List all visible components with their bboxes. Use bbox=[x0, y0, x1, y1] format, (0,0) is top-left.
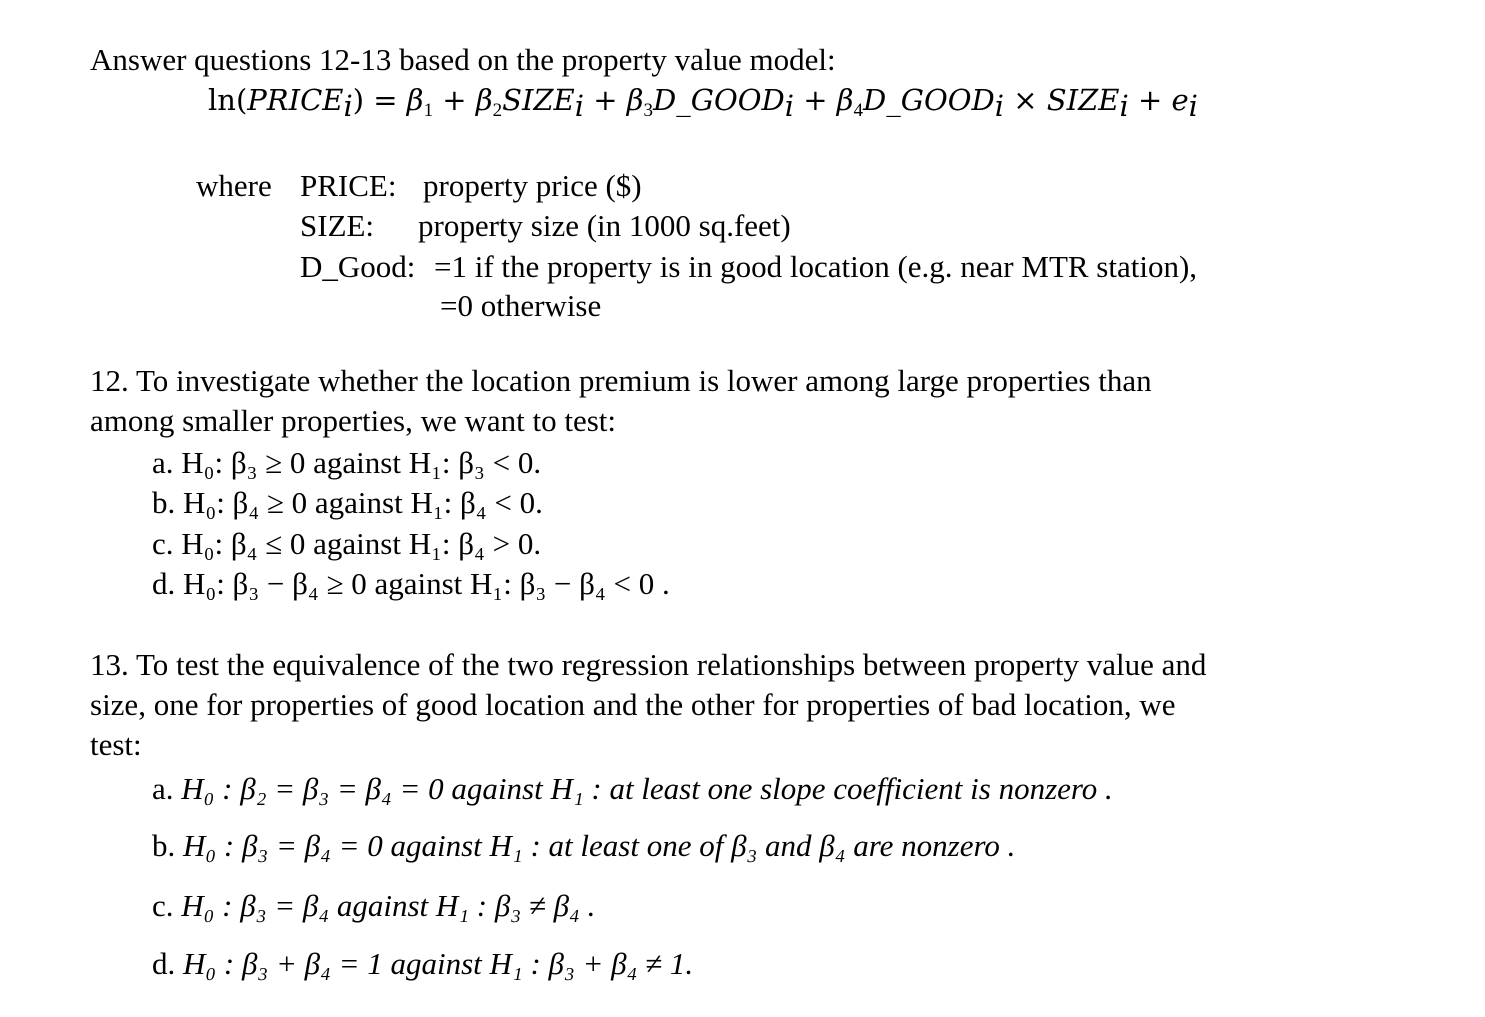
option-letter: b. bbox=[152, 828, 176, 863]
where-label: where bbox=[196, 168, 272, 203]
q13-option-b bbox=[152, 830, 1015, 861]
q12-option-c bbox=[152, 528, 541, 559]
size-term: SIZE: bbox=[300, 208, 375, 243]
dgood-description: =1 if the property is in good location (e.g. near MTR station), bbox=[434, 249, 1198, 284]
size-description: property size (in 1000 sq.feet) bbox=[418, 208, 791, 243]
q12-stem-line2: among smaller properties, we want to test: bbox=[90, 403, 617, 438]
price-description: property price ($) bbox=[423, 168, 642, 203]
option-text: H₀: β₃ − β₄ ≥ 0 against H₁: β₃ − β₄ < 0 . bbox=[183, 566, 670, 601]
q13-stem-line1: 13. To test the equivalence of the two regression relationships between property value and bbox=[90, 647, 1207, 682]
option-text: H₀: β₄ ≤ 0 against H₁: β₄ > 0. bbox=[181, 526, 542, 561]
q13-option-a bbox=[152, 773, 1113, 804]
option-text: H₀: β₃ ≥ 0 against H₁: β₃ < 0. bbox=[181, 445, 542, 480]
dgood-term: D_Good: bbox=[300, 249, 416, 284]
option-letter: c. bbox=[152, 526, 174, 561]
option-letter: a. bbox=[152, 771, 174, 806]
option-letter: b. bbox=[152, 485, 176, 520]
intro-text: Answer questions 12-13 based on the property value model: bbox=[90, 42, 836, 77]
model-equation: $\ln(PRICE_i) = \beta_1$ + $\beta_2SIZE_i$ + $\beta_3D\_GOOD_i$ + $\beta_4D\_GOOD_i$ × $SIZE_i + e_i$ bbox=[208, 83, 1198, 123]
option-letter: d. bbox=[152, 946, 176, 981]
option-text: H₀ : β₃ = β₄ = 0 against H₁ : at least one of β₃ and β₄ are nonzero . bbox=[183, 828, 1016, 863]
q13-stem-line3: test: bbox=[90, 727, 142, 762]
price-term: PRICE: bbox=[300, 168, 397, 203]
option-letter: c. bbox=[152, 888, 174, 923]
q12-option-b bbox=[152, 487, 543, 518]
option-text: H₀: β₄ ≥ 0 against H₁: β₄ < 0. bbox=[183, 485, 543, 520]
q13-option-c bbox=[152, 890, 595, 921]
q13-stem-line2: size, one for properties of good location and the other for properties of bad location, we bbox=[90, 687, 1176, 722]
dgood-description-2: =0 otherwise bbox=[440, 288, 602, 323]
option-text: H₀ : β₃ + β₄ = 1 against H₁ : β₃ + β₄ ≠ 1. bbox=[183, 946, 694, 981]
option-letter: d. bbox=[152, 566, 176, 601]
option-text: H₀ : β₃ = β₄ against H₁ : β₃ ≠ β₄ . bbox=[181, 888, 596, 923]
option-letter: a. bbox=[152, 445, 174, 480]
q13-option-d bbox=[152, 948, 693, 979]
q12-stem-line1: 12. To investigate whether the location premium is lower among large properties than bbox=[90, 363, 1152, 398]
option-text: H₀ : β₂ = β₃ = β₄ = 0 against H₁ : at least one slope coefficient is nonzero . bbox=[181, 771, 1113, 806]
q12-option-a bbox=[152, 447, 541, 478]
q12-option-d bbox=[152, 568, 670, 599]
